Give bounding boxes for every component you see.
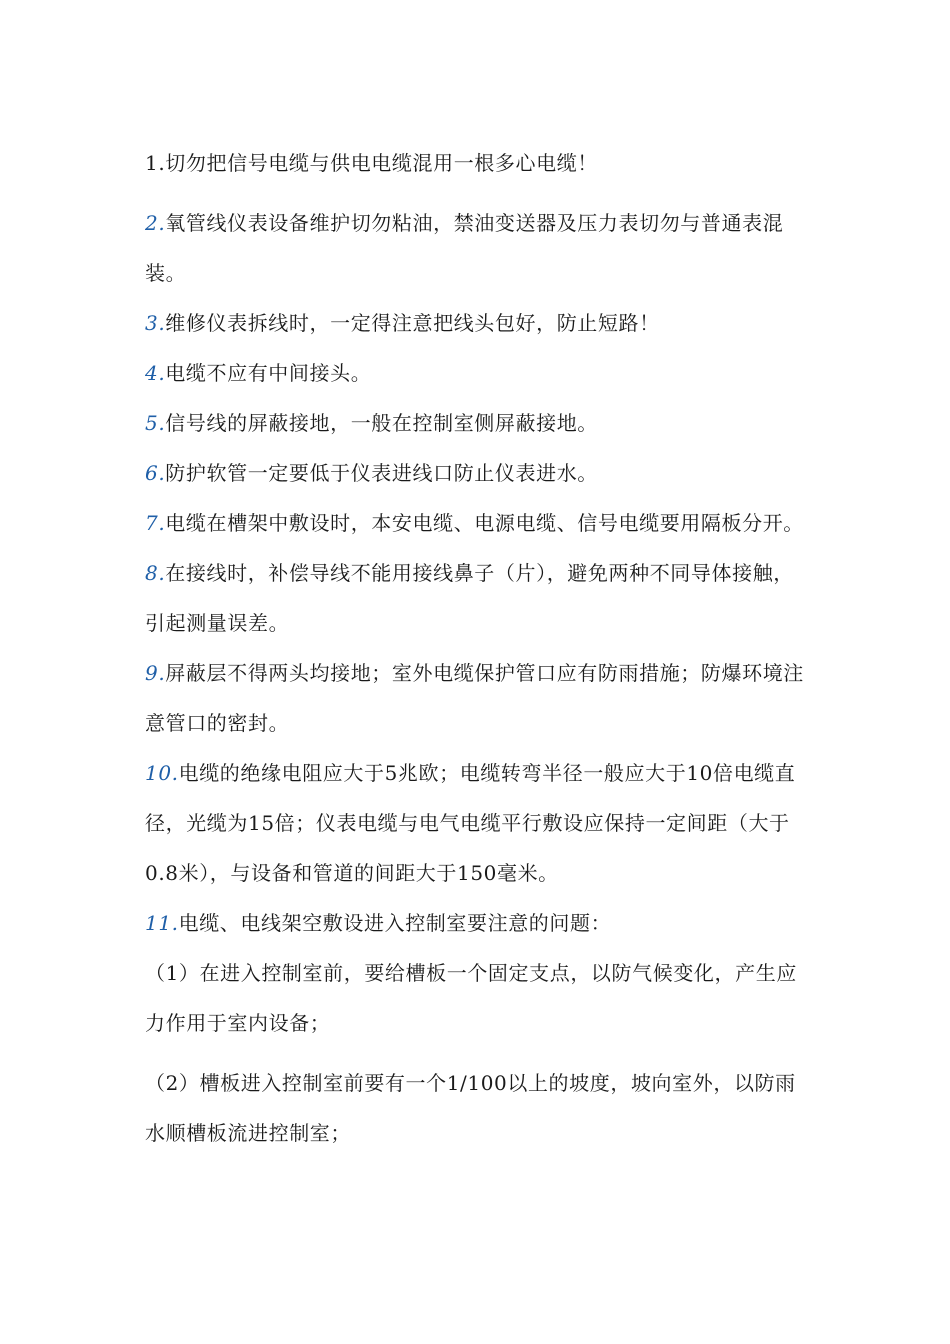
list-item [145,298,810,348]
item-text: 电缆不应有中间接头。 [165,361,372,385]
item-text: 电缆的绝缘电阻应大于5兆欧；电缆转弯半径一般应大于10倍电缆直径，光缆为15倍；仪表电缆与电气电缆平行敷设应保持一定间距（大于0.8米），与设备和管道的间距大于150毫米。 [145,761,796,885]
item-text: 电缆、电线架空敷设进入控制室要注意的问题： [178,911,612,935]
item-number: 11. [145,911,179,935]
sub-list-item [145,948,810,1048]
item-text: 电缆在槽架中敷设时，本安电缆、电源电缆、信号电缆要用隔板分开。 [165,511,804,535]
item-number: 9. [145,661,166,685]
item-number: 5. [145,411,166,435]
item-text: 在接线时，补偿导线不能用接线鼻子（片），避免两种不同导体接触，引起测量误差。 [145,561,794,635]
item-text: 氧管线仪表设备维护切勿粘油，禁油变送器及压力表切勿与普通表混装。 [145,211,784,285]
sub-item-text: （1）在进入控制室前，要给槽板一个固定支点，以防气候变化，产生应力作用于室内设备； [145,961,797,1035]
list-item [145,748,810,898]
list-item [145,198,810,298]
list-item [145,398,810,448]
item-number: 4. [145,361,166,385]
list-item [145,648,810,748]
list-item [145,898,810,948]
item-number: 3. [145,311,166,335]
sub-list-item [145,1058,810,1158]
item-number: 1. [145,151,166,175]
list-item [145,448,810,498]
item-text: 信号线的屏蔽接地，一般在控制室侧屏蔽接地。 [165,411,598,435]
item-text: 切勿把信号电缆与供电电缆混用一根多心电缆！ [165,151,598,175]
item-number: 10. [145,761,179,785]
sub-item-text: （2）槽板进入控制室前要有一个1/100以上的坡度，坡向室外，以防雨水顺槽板流进控制室； [145,1071,796,1145]
item-number: 8. [145,561,166,585]
item-text: 维修仪表拆线时，一定得注意把线头包好，防止短路！ [165,311,660,335]
item-number: 2. [145,211,166,235]
item-text: 屏蔽层不得两头均接地；室外电缆保护管口应有防雨措施；防爆环境注意管口的密封。 [145,661,804,735]
item-number: 7. [145,511,166,535]
item-text: 防护软管一定要低于仪表进线口防止仪表进水。 [165,461,598,485]
document-body [145,138,810,1158]
list-item [145,348,810,398]
list-item [145,548,810,648]
list-item [145,498,810,548]
list-item [145,138,810,188]
item-number: 6. [145,461,166,485]
